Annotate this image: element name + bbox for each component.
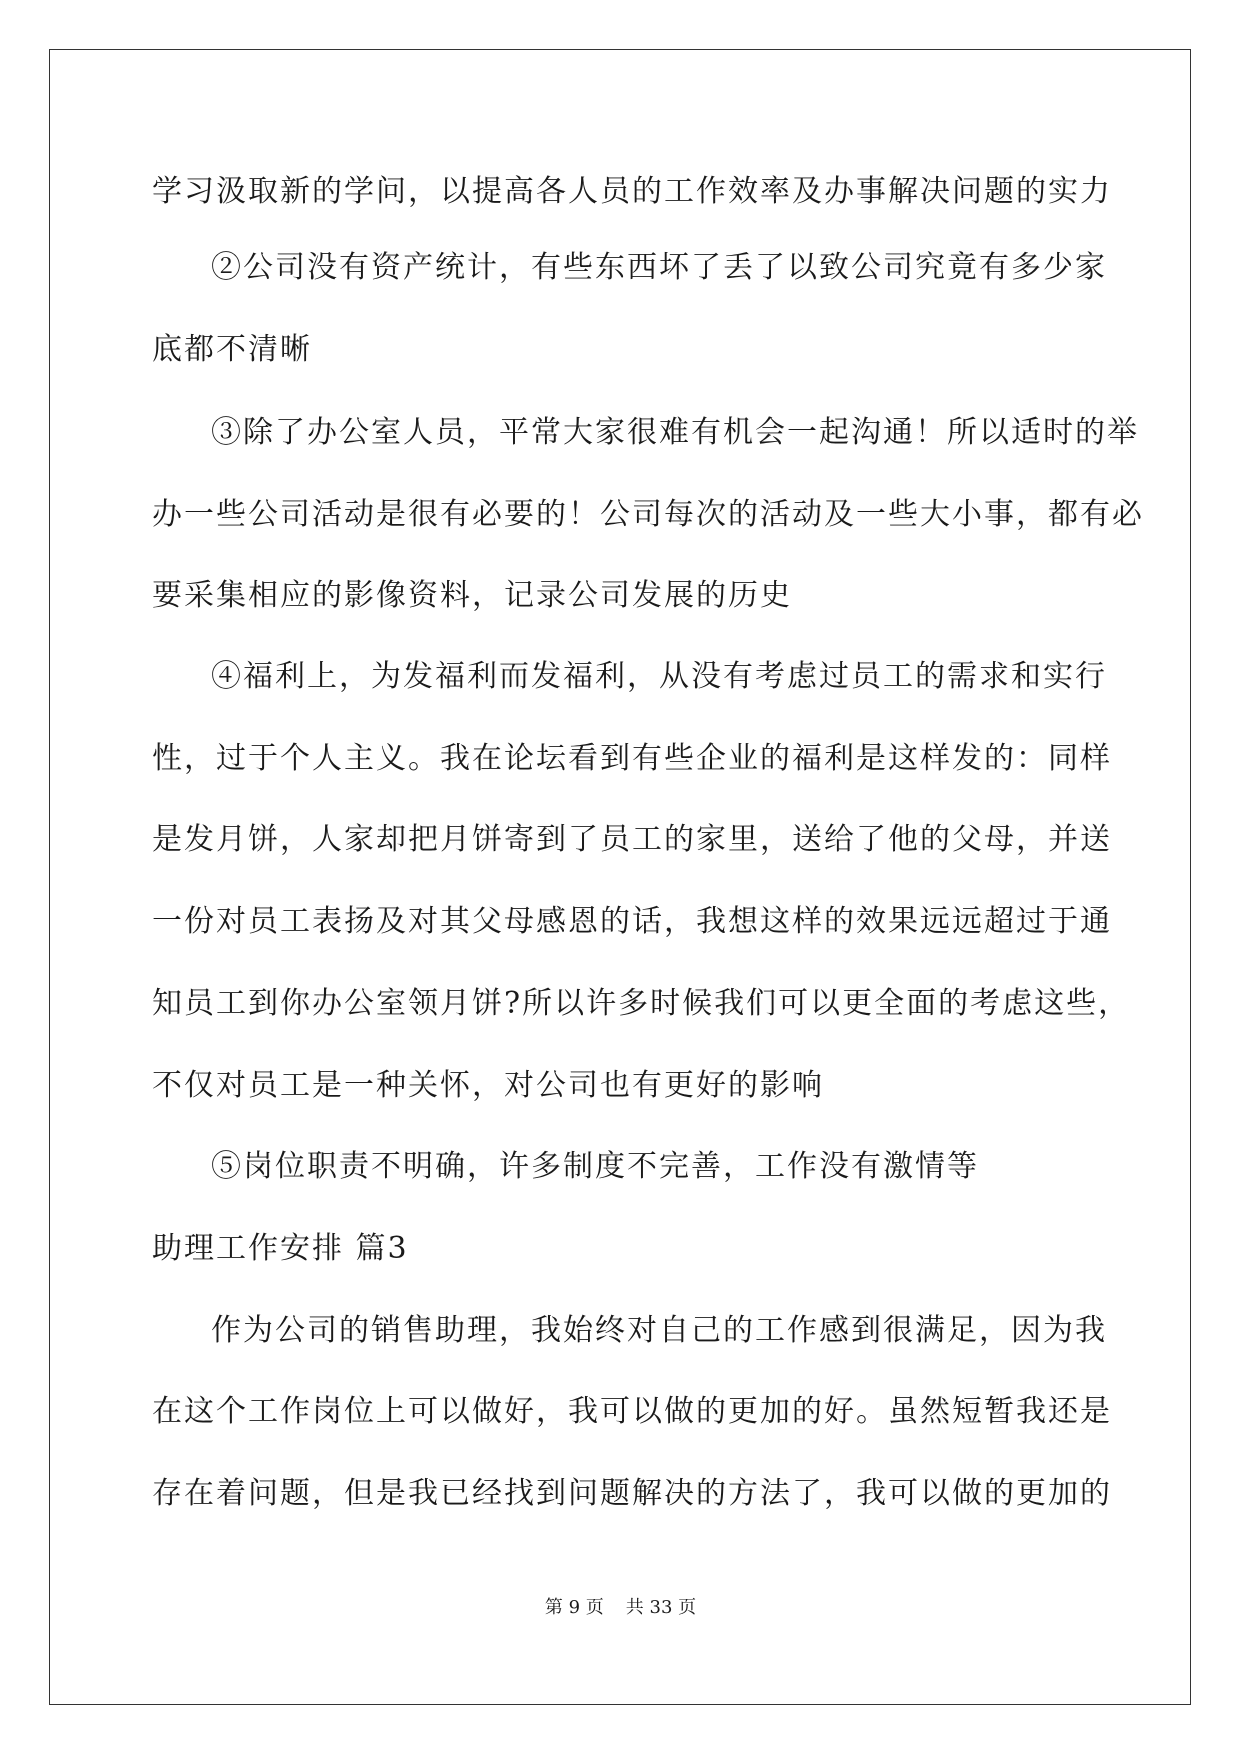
text-line-13: ⑤岗位职责不明确，许多制度不完善，工作没有激情等	[211, 1149, 979, 1184]
section-heading: 助理工作安排 篇3	[152, 1231, 409, 1266]
text-line-16: 在这个工作岗位上可以做好，我可以做的更加的好。虽然短暂我还是	[152, 1394, 1112, 1429]
text-line-9: 是发月饼，人家却把月饼寄到了员工的家里，送给了他的父母，并送	[152, 822, 1112, 857]
text-line-10: 一份对员工表扬及对其父母感恩的话，我想这样的效果远远超过于通	[152, 904, 1112, 939]
text-line-4: ③除了办公室人员，平常大家很难有机会一起沟通！所以适时的举	[211, 415, 1139, 450]
text-line-11: 知员工到你办公室领月饼?所以许多时候我们可以更全面的考虑这些，	[152, 986, 1131, 1021]
text-line-12: 不仅对员工是一种关怀，对公司也有更好的影响	[152, 1068, 824, 1103]
total-page-count: 共 33 页	[625, 1597, 697, 1618]
page-footer	[0, 1596, 1241, 1620]
text-line-8: 性，过于个人主义。我在论坛看到有些企业的福利是这样发的：同样	[152, 741, 1112, 776]
text-line-2: ②公司没有资产统计，有些东西坏了丢了以致公司究竟有多少家	[211, 250, 1107, 285]
page-border	[49, 49, 1191, 1705]
text-line-6: 要采集相应的影像资料，记录公司发展的历史	[152, 578, 792, 613]
text-line-17: 存在着问题，但是我已经找到问题解决的方法了，我可以做的更加的	[152, 1476, 1112, 1511]
text-line-15: 作为公司的销售助理，我始终对自己的工作感到很满足，因为我	[211, 1313, 1107, 1348]
text-line-1: 学习汲取新的学问，以提高各人员的工作效率及办事解决问题的实力	[152, 174, 1112, 209]
text-line-7: ④福利上，为发福利而发福利，从没有考虑过员工的需求和实行	[211, 659, 1107, 694]
text-line-3: 底都不清晰	[152, 332, 312, 367]
text-line-5: 办一些公司活动是很有必要的！公司每次的活动及一些大小事，都有必	[152, 497, 1144, 532]
current-page-number: 第 9 页	[544, 1597, 604, 1618]
